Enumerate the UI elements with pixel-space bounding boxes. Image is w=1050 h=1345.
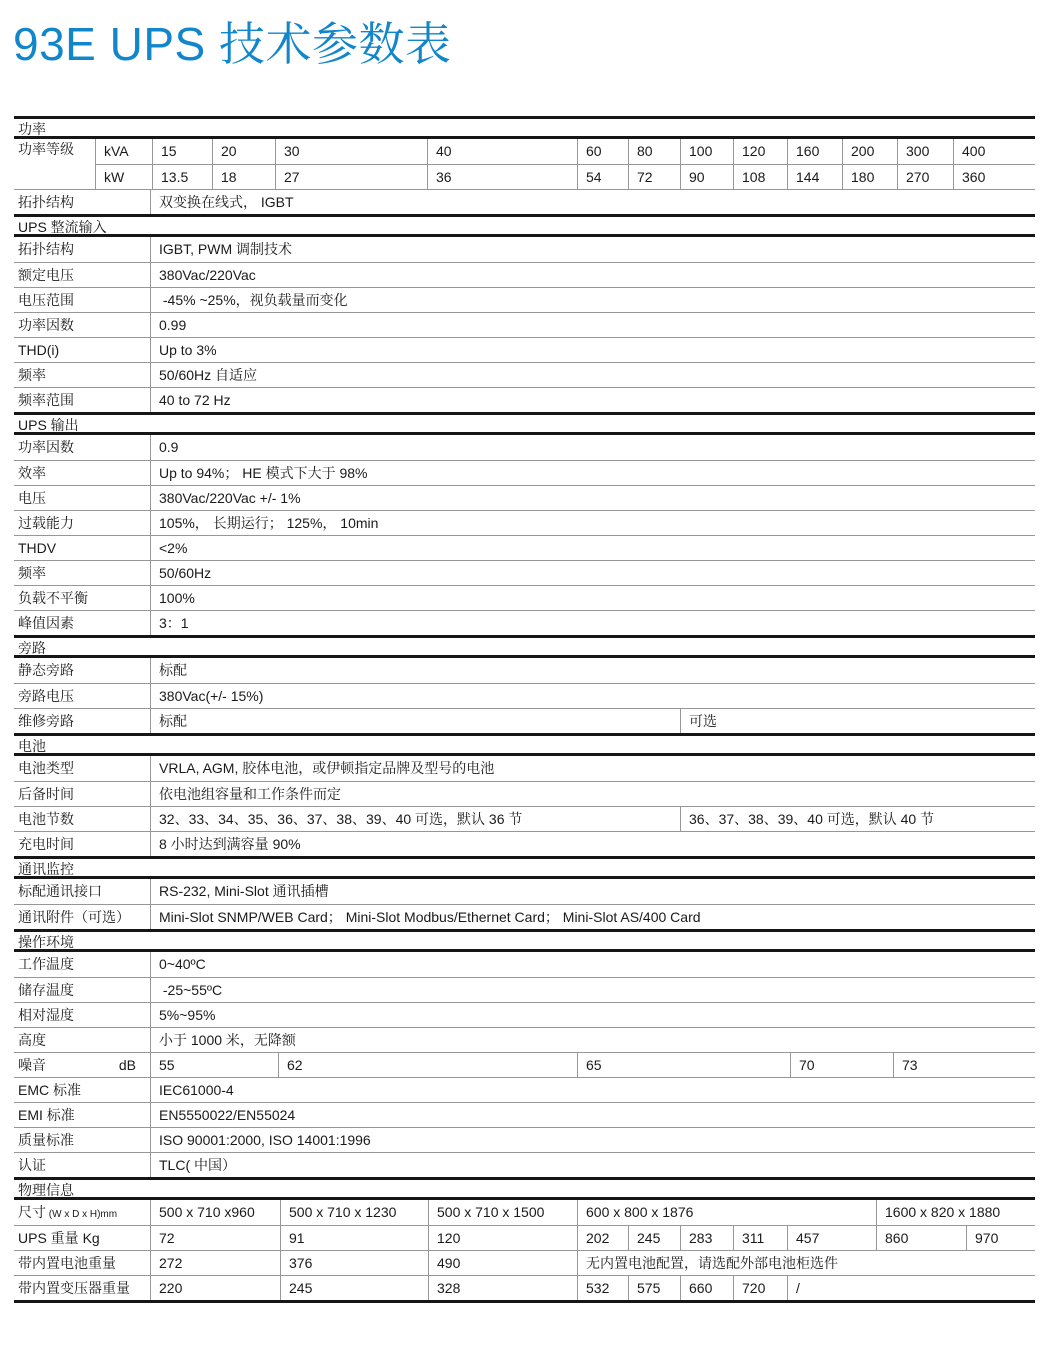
value-cell: 660 (680, 1276, 733, 1300)
section-rectifier-input (14, 214, 1035, 412)
row-value: 5%~95% (150, 1003, 1035, 1027)
maintenance-bypass-row (14, 708, 1035, 733)
value-cell: 376 (280, 1251, 428, 1275)
row-label: 效率 (18, 465, 46, 481)
row-label: 拓扑结构 (18, 241, 74, 257)
row-label: 负载不平衡 (18, 590, 88, 606)
section-power (14, 116, 1035, 214)
transformer-weight-row (14, 1275, 1035, 1300)
value-cell: 144 (787, 165, 842, 189)
value-cell: 无内置电池配置，请选配外部电池柜选件 (577, 1251, 1035, 1275)
noise-label: 噪音 (18, 1057, 46, 1073)
section-header: 通讯监控 (14, 859, 1035, 879)
spec-row (14, 1102, 1035, 1127)
row-value: ISO 90001:2000, ISO 14001:1996 (150, 1128, 1035, 1152)
value-cell: 72 (150, 1226, 280, 1250)
value-cell: 490 (428, 1251, 577, 1275)
row-value: RS-232, Mini-Slot 通讯插槽 (150, 879, 1035, 904)
section-header: 操作环境 (14, 932, 1035, 952)
value-cell: 27 (275, 165, 427, 189)
row-label: 质量标准 (18, 1132, 74, 1148)
row-label: EMC 标准 (18, 1082, 81, 1098)
row-value: -25~55ºC (150, 978, 1035, 1002)
value-cell: 283 (680, 1226, 733, 1250)
dimensions-label: 尺寸 (18, 1204, 46, 1220)
row-value: 36、37、38、39、40 可选，默认 40 节 (680, 807, 1035, 831)
row-value: 380Vac/220Vac (150, 263, 1035, 287)
row-value: 0~40ºC (150, 952, 1035, 977)
value-cell: 328 (428, 1276, 577, 1300)
value-cell: 500 x 710 x 1500 (428, 1200, 577, 1225)
value-cell: 457 (787, 1226, 876, 1250)
row-label: 频率 (18, 565, 46, 581)
row-label: 静态旁路 (18, 662, 74, 678)
power-rating-rows (14, 139, 1035, 189)
value-cell: 72 (628, 165, 680, 189)
row-label: EMI 标准 (18, 1107, 75, 1123)
row-value: 105%， 长期运行； 125%， 10min (150, 511, 1035, 535)
row-value: Mini-Slot SNMP/WEB Card； Mini-Slot Modbus/Ethernet Card； Mini-Slot AS/400 Card (150, 905, 1035, 929)
value-cell: 80 (628, 139, 680, 164)
power-kw-row (95, 164, 1035, 189)
row-value: IGBT, PWM 调制技术 (150, 237, 1035, 262)
value-cell: 55 (150, 1053, 278, 1077)
value-cell: 15 (152, 139, 212, 164)
spec-row (14, 510, 1035, 535)
section-header: UPS 整流输入 (14, 217, 1035, 237)
row-value: 32、33、34、35、36、37、38、39、40 可选，默认 36 节 (150, 807, 680, 831)
spec-row (14, 387, 1035, 412)
row-label: 充电时间 (18, 836, 74, 852)
row-value: EN5550022/EN55024 (150, 1103, 1035, 1127)
row-label: THD(i) (18, 342, 60, 358)
section-header: 功率 (14, 119, 1035, 139)
value-cell: 1600 x 820 x 1880 (876, 1200, 1035, 1225)
spec-row (14, 1002, 1035, 1027)
row-label: 功率等级 (18, 141, 74, 157)
spec-row (14, 1027, 1035, 1052)
spec-row (14, 189, 1035, 214)
value-cell: 30 (275, 139, 427, 164)
section-header: 电池 (14, 736, 1035, 756)
battery-cells-row (14, 806, 1035, 831)
row-label: 功率因数 (18, 439, 74, 455)
row-value: 50/60Hz 自适应 (150, 363, 1035, 387)
row-label: 带内置变压器重量 (18, 1280, 130, 1296)
row-value: VRLA, AGM, 胶体电池，或伊顿指定品牌及型号的电池 (150, 756, 1035, 781)
ups-weight-row (14, 1225, 1035, 1250)
spec-row (14, 756, 1035, 781)
spec-row (14, 977, 1035, 1002)
spec-row (14, 1152, 1035, 1177)
row-label: 认证 (18, 1157, 46, 1173)
spec-row (14, 312, 1035, 337)
spec-row (14, 610, 1035, 635)
row-value: Up to 3% (150, 338, 1035, 362)
section-header: UPS 输出 (14, 415, 1035, 435)
row-value: 380Vac/220Vac +/- 1% (150, 486, 1035, 510)
spec-row (14, 585, 1035, 610)
row-value: 380Vac(+/- 15%) (150, 684, 1035, 708)
section-header: 物理信息 (14, 1180, 1035, 1200)
spec-row (14, 1127, 1035, 1152)
value-cell: 400 (953, 139, 1035, 164)
row-value: 40 to 72 Hz (150, 388, 1035, 412)
section-header: 旁路 (14, 638, 1035, 658)
spec-row (14, 485, 1035, 510)
value-cell: 180 (842, 165, 897, 189)
value-cell: 500 x 710 x960 (150, 1200, 280, 1225)
row-label: 相对湿度 (18, 1007, 74, 1023)
power-rating-grid (95, 139, 1035, 189)
spec-row (14, 1077, 1035, 1102)
value-cell: 90 (680, 165, 733, 189)
row-value: IEC61000-4 (150, 1078, 1035, 1102)
value-cell: 160 (787, 139, 842, 164)
section-battery (14, 733, 1035, 856)
row-label: 工作温度 (18, 956, 74, 972)
value-cell: 202 (577, 1226, 628, 1250)
row-label: 电池节数 (18, 811, 74, 827)
unit-cell: kVA (95, 139, 152, 164)
value-cell: 311 (733, 1226, 787, 1250)
value-cell: 200 (842, 139, 897, 164)
spec-row (14, 560, 1035, 585)
section-environment (14, 929, 1035, 1177)
row-label: 标配通讯接口 (18, 883, 102, 899)
value-cell: 300 (897, 139, 953, 164)
spec-row (14, 535, 1035, 560)
row-value: 双变换在线式， IGBT (150, 190, 1035, 214)
value-cell: 65 (577, 1053, 790, 1077)
spec-row (14, 879, 1035, 904)
value-cell: 245 (280, 1276, 428, 1300)
row-value: 0.99 (150, 313, 1035, 337)
value-cell: 220 (150, 1276, 280, 1300)
row-label: 峰值因素 (18, 615, 74, 631)
value-cell: 270 (897, 165, 953, 189)
row-value: TLC( 中国） (150, 1153, 1035, 1177)
value-cell: 245 (628, 1226, 680, 1250)
row-label: 带内置电池重量 (18, 1255, 116, 1271)
value-cell: 70 (790, 1053, 893, 1077)
value-cell: 970 (966, 1226, 1035, 1250)
spec-row (14, 658, 1035, 683)
row-label (14, 1200, 150, 1225)
spec-row (14, 952, 1035, 977)
value-cell: 500 x 710 x 1230 (280, 1200, 428, 1225)
power-kva-row (95, 139, 1035, 164)
row-label: 功率因数 (18, 317, 74, 333)
dimensions-unit: (W x D x H)mm (46, 1209, 118, 1220)
row-value: -45% ~25%，视负载量而变化 (150, 288, 1035, 312)
value-cell: 40 (427, 139, 577, 164)
row-label: 旁路电压 (18, 688, 74, 704)
section-output (14, 412, 1035, 635)
row-label: 后备时间 (18, 786, 74, 802)
row-value: Up to 94%； HE 模式下大于 98% (150, 461, 1035, 485)
row-label: 拓扑结构 (18, 194, 74, 210)
value-cell: 120 (733, 139, 787, 164)
spec-row (14, 362, 1035, 387)
row-value: 小于 1000 米，无降额 (150, 1028, 1035, 1052)
row-label: 高度 (18, 1032, 46, 1048)
row-label: 电压范围 (18, 292, 74, 308)
noise-row (14, 1052, 1035, 1077)
section-physical (14, 1177, 1035, 1300)
row-value: 可选 (680, 709, 1035, 733)
value-cell: 575 (628, 1276, 680, 1300)
unit-cell: kW (95, 165, 152, 189)
value-cell: 18 (212, 165, 275, 189)
value-cell: 108 (733, 165, 787, 189)
row-label: 频率 (18, 367, 46, 383)
row-label: 维修旁路 (18, 713, 74, 729)
value-cell: 13.5 (152, 165, 212, 189)
row-label: 额定电压 (18, 267, 74, 283)
spec-row (14, 831, 1035, 856)
row-value: 8 小时达到满容量 90% (150, 832, 1035, 856)
value-cell: 272 (150, 1251, 280, 1275)
value-cell: 360 (953, 165, 1035, 189)
row-value: 100% (150, 586, 1035, 610)
row-label: 过载能力 (18, 515, 74, 531)
row-label: 电池类型 (18, 760, 74, 776)
spec-row (14, 781, 1035, 806)
value-cell: 720 (733, 1276, 787, 1300)
value-cell: 100 (680, 139, 733, 164)
spec-row (14, 683, 1035, 708)
section-bypass (14, 635, 1035, 733)
section-communication (14, 856, 1035, 929)
row-label: THDV (18, 540, 57, 556)
spec-row (14, 460, 1035, 485)
battery-weight-row (14, 1250, 1035, 1275)
spec-row (14, 337, 1035, 362)
value-cell: 60 (577, 139, 628, 164)
value-cell: 91 (280, 1226, 428, 1250)
spec-row (14, 287, 1035, 312)
spec-row (14, 237, 1035, 262)
value-cell: 62 (278, 1053, 577, 1077)
row-label: 电压 (18, 490, 46, 506)
row-value: <2% (150, 536, 1035, 560)
spec-table (14, 116, 1035, 1303)
value-cell: 20 (212, 139, 275, 164)
value-cell: 120 (428, 1226, 577, 1250)
spec-row (14, 904, 1035, 929)
noise-unit: dB (118, 1057, 136, 1073)
value-cell: 73 (893, 1053, 1035, 1077)
row-label: 通讯附件（可选） (18, 909, 130, 925)
dimensions-row (14, 1200, 1035, 1225)
row-label: 储存温度 (18, 982, 74, 998)
row-value: 依电池组容量和工作条件而定 (150, 782, 1035, 806)
row-label: 频率范围 (18, 392, 74, 408)
value-cell: / (787, 1276, 1035, 1300)
row-label (14, 1053, 150, 1077)
value-cell: 36 (427, 165, 577, 189)
value-cell: 860 (876, 1226, 966, 1250)
value-cell: 54 (577, 165, 628, 189)
row-value: 标配 (150, 709, 680, 733)
row-label: UPS 重量 Kg (18, 1230, 100, 1246)
value-cell: 532 (577, 1276, 628, 1300)
spec-row (14, 262, 1035, 287)
value-cell: 600 x 800 x 1876 (577, 1200, 876, 1225)
row-value: 标配 (150, 658, 1035, 683)
row-value: 0.9 (150, 435, 1035, 460)
row-value: 3：1 (150, 611, 1035, 635)
spec-row (14, 435, 1035, 460)
row-value: 50/60Hz (150, 561, 1035, 585)
page-title: 93E UPS 技术参数表 (13, 18, 452, 70)
